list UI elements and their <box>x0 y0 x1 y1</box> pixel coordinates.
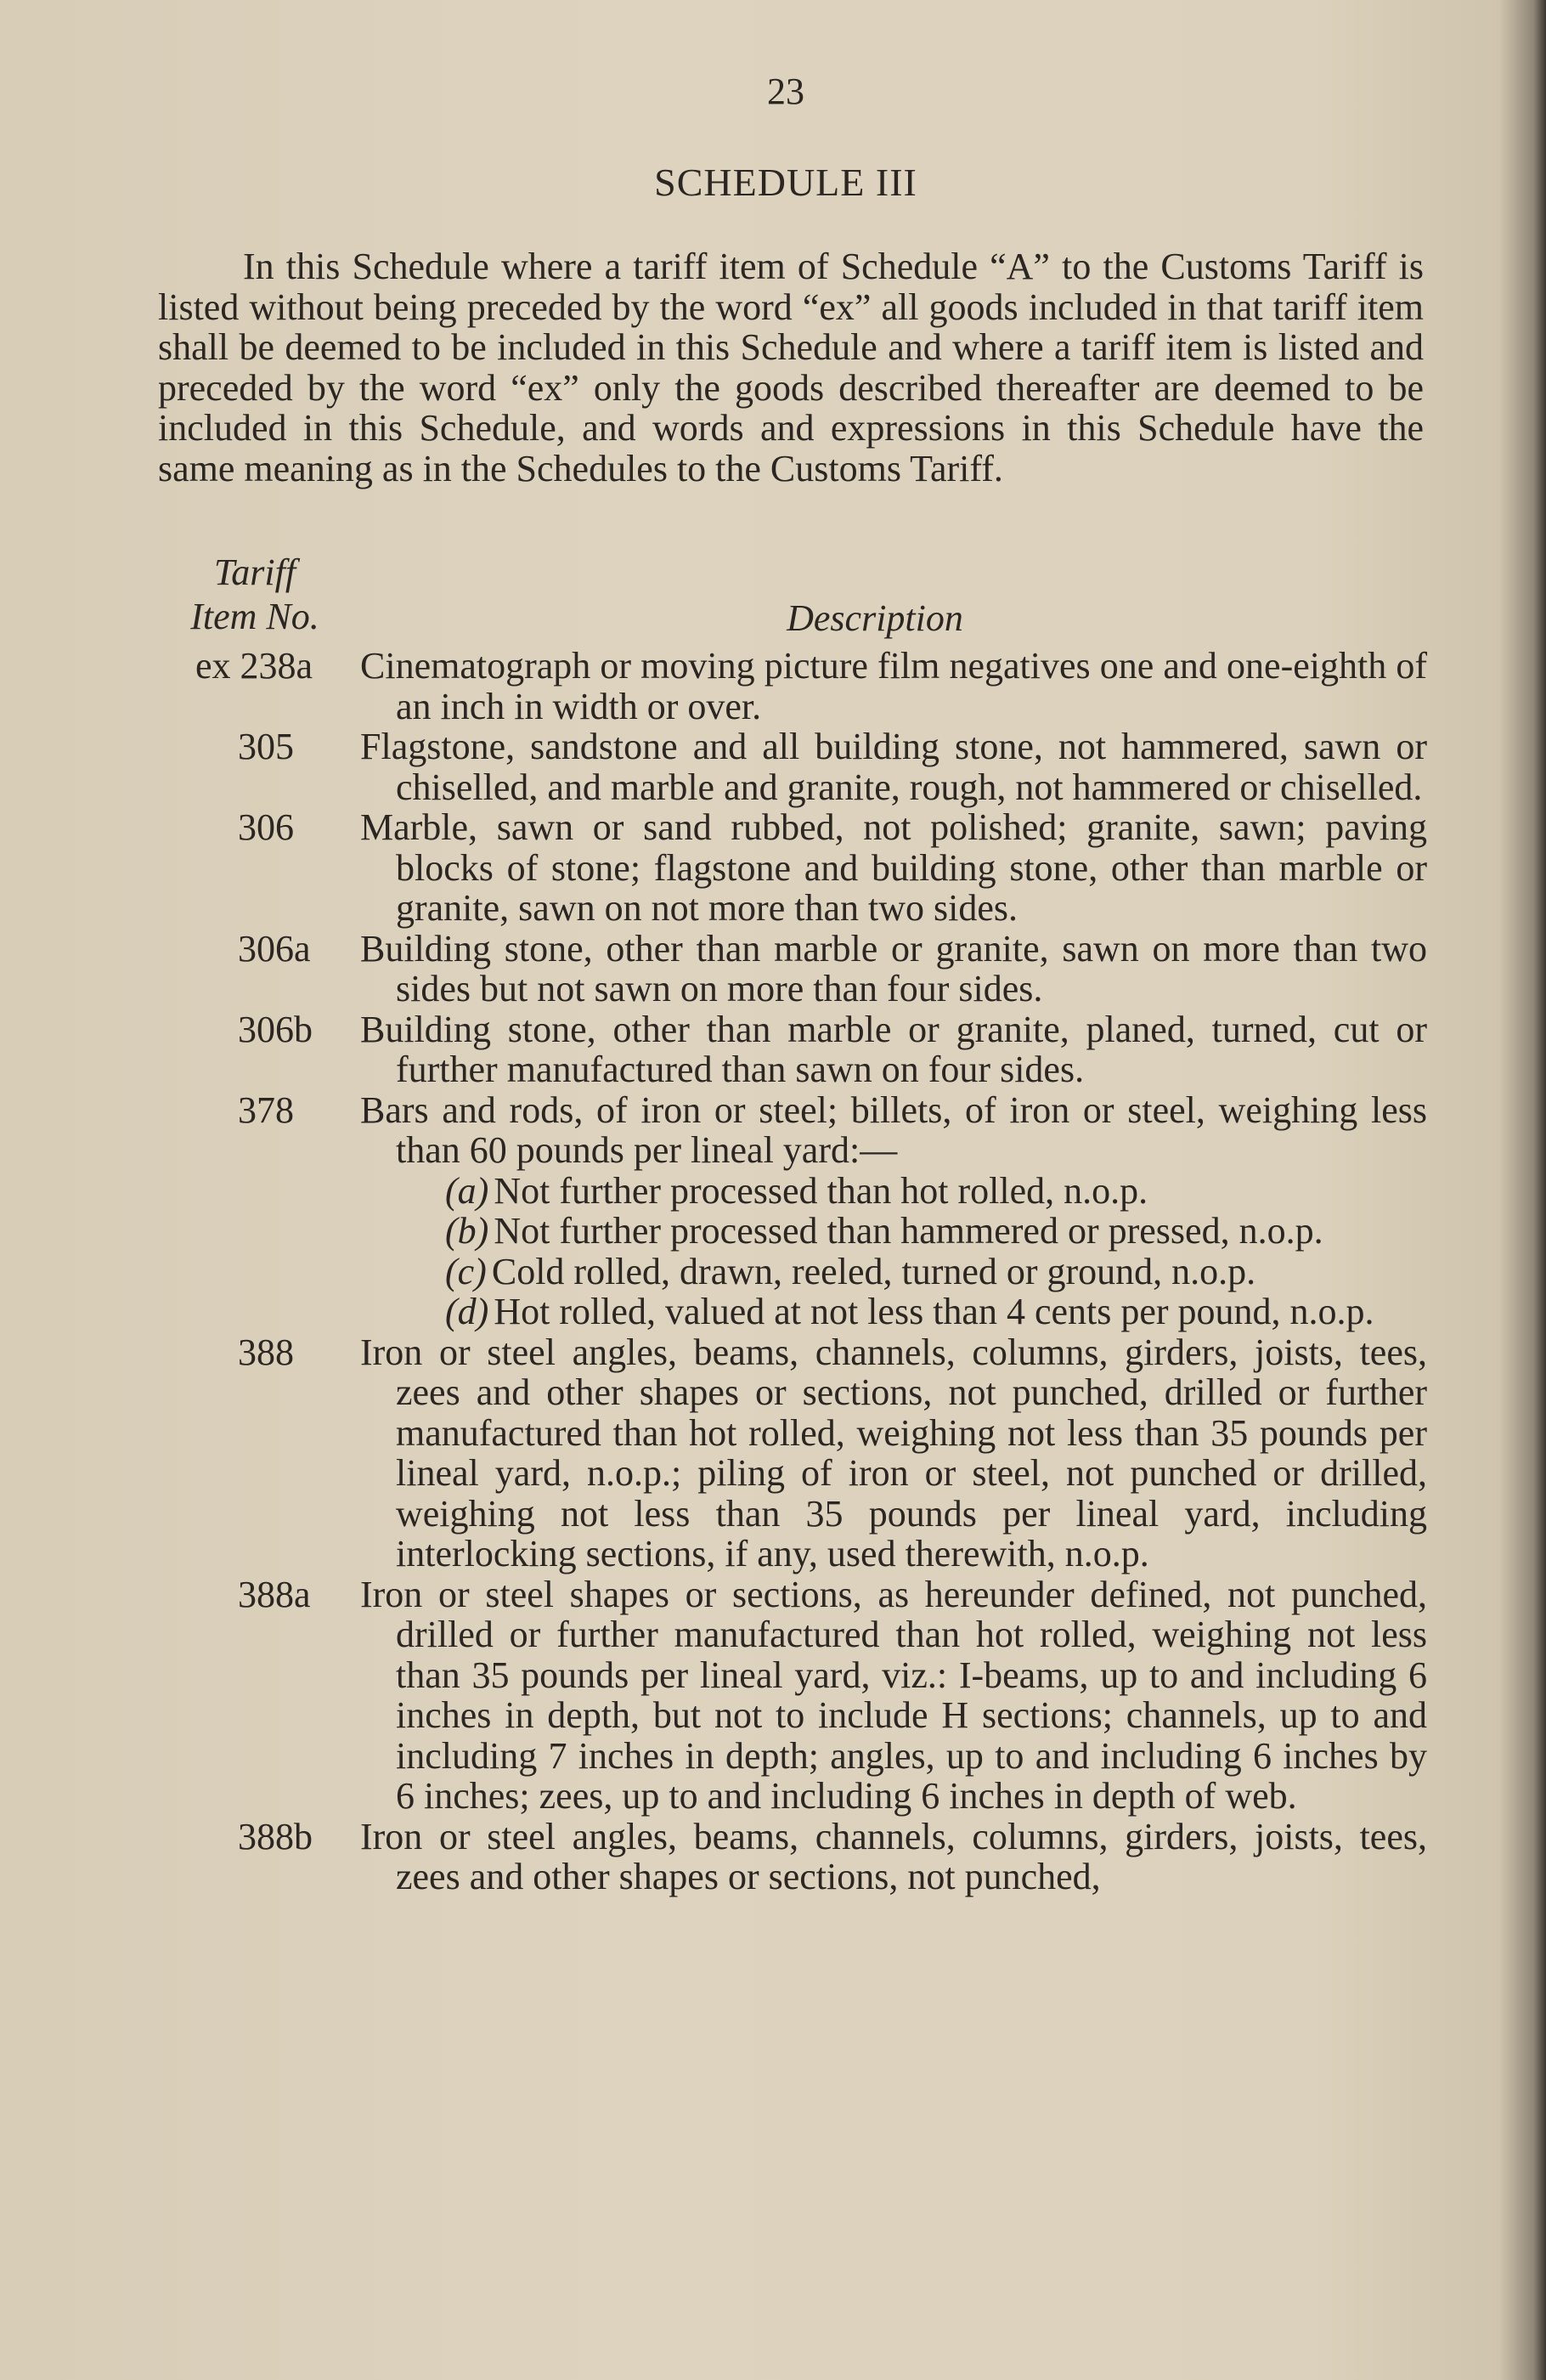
tariff-item-description: Flagstone, sandstone and all building stone, not hammered, sawn or chiselled, and marble and granite, rough, not hammered or chiselled. <box>360 726 1427 808</box>
tariff-item-number: 306b <box>238 1008 313 1050</box>
subitem-378-a <box>360 1171 1427 1212</box>
entry-238a <box>170 646 1427 726</box>
subitem-378-b <box>360 1211 1427 1252</box>
tariff-item-description: Iron or steel angles, beams, channels, columns, girders, joists, tees, zees and other shapes or sections, not punched, <box>360 1815 1427 1897</box>
subitem-378-d <box>360 1292 1427 1332</box>
tariff-item-number: 306 <box>238 806 294 848</box>
tariff-item-number: 305 <box>238 726 294 767</box>
tariff-item-number: ex 238a <box>195 645 313 687</box>
entry-306b <box>170 1009 1427 1090</box>
subitem-378-c <box>360 1252 1427 1292</box>
entry-378 <box>170 1090 1427 1171</box>
column-header-item-no: Item No. <box>190 596 319 637</box>
tariff-item-number: 306a <box>238 927 311 970</box>
page-number: 23 <box>767 71 804 112</box>
intro-paragraph: In this Schedule where a tariff item of Schedule “A” to the Customs Tariff is listed without being preceded by the word “ex” all goods included in that tariff item shall be deemed to be included in this Schedule and where a tariff item is listed and preceded by the word “ex” only the goods described thereafter are deemed to be included in this Schedule, and words and expressions in this Schedule have the same meaning as in the Schedules to the Customs Tariff. <box>158 246 1424 489</box>
tariff-item-description: Building stone, other than marble or granite, planed, turned, cut or further manufactured than sawn on four sides. <box>360 1008 1427 1090</box>
tariff-item-description: Iron or steel shapes or sections, as hereunder defined, not punched, drilled or further manufactured than hot rolled, weighing not less than 35 pounds per lineal yard, viz.: I-beams, up to and including 6 inches in depth, but not to include H sections; channels, up to and including 7 inches in depth; angles, up to and including 6 inches by 6 inches; zees, up to and including 6 inches in depth of web. <box>360 1573 1427 1817</box>
entry-305 <box>170 726 1427 807</box>
tariff-item-description: Bars and rods, of iron or steel; billets, of iron or steel, weighing less than 60 pounds per lineal yard:— <box>360 1088 1427 1171</box>
subitem-letter: (b) <box>445 1210 489 1252</box>
column-header-description: Description <box>787 597 963 639</box>
subitem-letter: (c) <box>445 1250 487 1292</box>
tariff-entries <box>170 646 1427 1897</box>
column-header-tariff-item <box>170 551 340 639</box>
schedule-title: SCHEDULE III <box>654 161 917 204</box>
tariff-item-number: 388b <box>238 1815 313 1857</box>
subitem-text: Cold rolled, drawn, reeled, turned or ground, n.o.p. <box>491 1250 1256 1292</box>
entry-388a <box>170 1574 1427 1817</box>
subitem-text: Not further processed than hammered or pressed, n.o.p. <box>494 1210 1323 1252</box>
entry-388 <box>170 1332 1427 1574</box>
entry-388b <box>170 1817 1427 1897</box>
column-header-tariff: Tariff <box>213 551 296 593</box>
entry-306a <box>170 929 1427 1009</box>
tariff-item-number: 388a <box>238 1573 311 1615</box>
tariff-item-description: Iron or steel angles, beams, channels, columns, girders, joists, tees, zees and other shapes or sections, not punched, drilled or further manufactured than hot rolled, weighing not less than 35 pounds per lineal yard, n.o.p.; piling of iron or steel, not punched or drilled, weighing not less than 35 pounds per lineal yard, including interlocking sections, if any, used therewith, n.o.p. <box>360 1331 1427 1574</box>
subitem-letter: (d) <box>445 1291 489 1332</box>
tariff-item-description: Marble, sawn or sand rubbed, not polished; granite, sawn; paving blocks of stone; flagstone and building stone, other than marble or granite, sawn on not more than two sides. <box>360 806 1427 929</box>
subitem-text: Hot rolled, valued at not less than 4 cents per pound, n.o.p. <box>494 1291 1374 1332</box>
subitem-letter: (a) <box>445 1169 489 1212</box>
tariff-item-description: Building stone, other than marble or granite, sawn on more than two sides but not sawn on more than four sides. <box>360 927 1427 1009</box>
subitem-text: Not further processed than hot rolled, n.o.p. <box>494 1169 1148 1212</box>
tariff-item-number: 388 <box>238 1331 294 1373</box>
tariff-item-number: 378 <box>238 1088 294 1131</box>
tariff-item-description: Cinematograph or moving picture film negatives one and one-eighth of an inch in width or over. <box>360 645 1427 727</box>
entry-306 <box>170 807 1427 929</box>
